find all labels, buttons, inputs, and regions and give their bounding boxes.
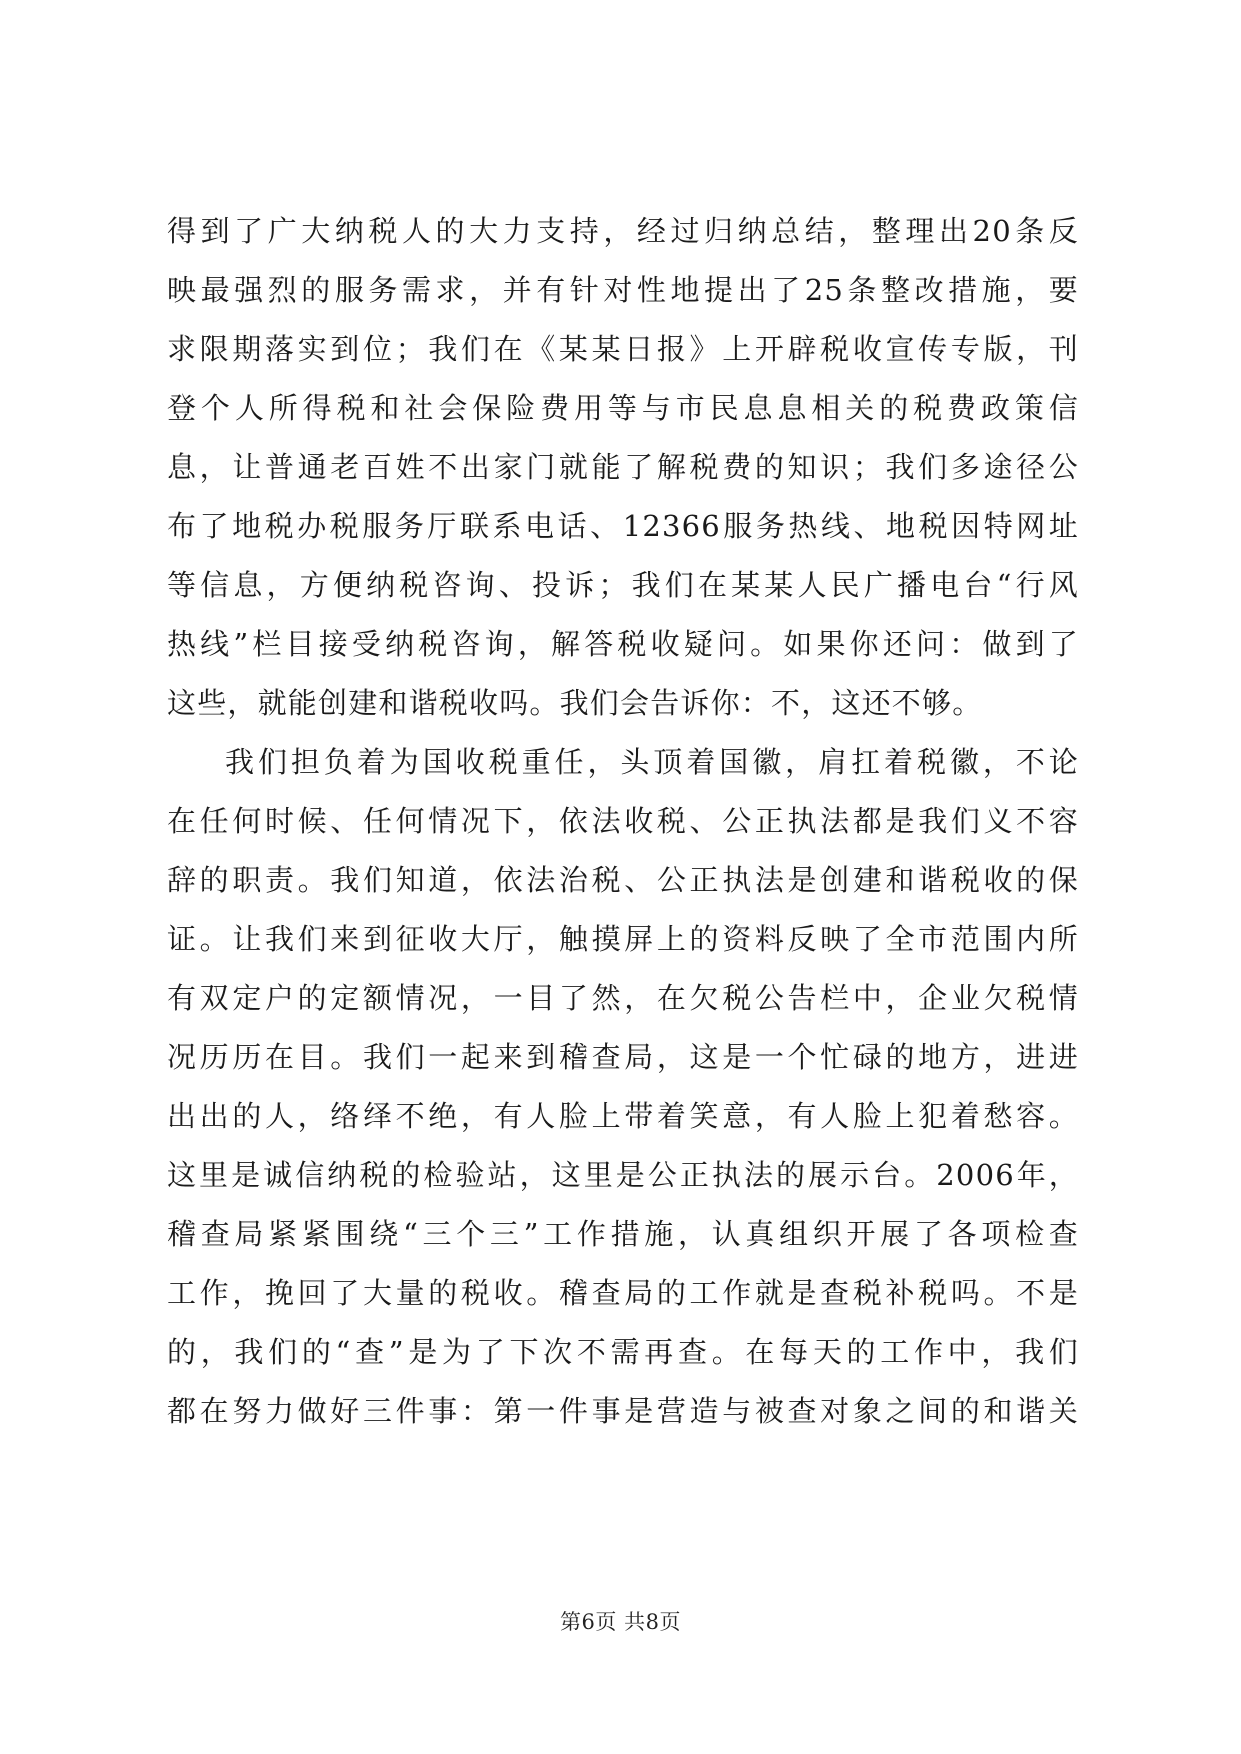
paragraph-first-line: 我们担负着为国收税重任，头顶着国徽，肩扛着税徽，不论 [225,745,1079,779]
text-line: 等信息，方便纳税咨询、投诉；我们在某某人民广播电台“行风 [167,568,1079,602]
text-line: 登个人所得税和社会保险费用等与市民息息相关的税费政策信 [167,391,1079,425]
text-line: 辞的职责。我们知道，依法治税、公正执法是创建和谐税收的保 [167,863,1079,897]
text-line: 热线”栏目接受纳税咨询，解答税收疑问。如果你还问：做到了 [167,627,1079,661]
text-line: 稽查局紧紧围绕“三个三”工作措施，认真组织开展了各项检查 [167,1217,1079,1251]
text-line: 工作，挽回了大量的税收。稽查局的工作就是查税补税吗。不是 [167,1276,1079,1310]
text-line: 这些，就能创建和谐税收吗。我们会告诉你：不，这还不够。 [167,686,983,720]
text-line: 映最强烈的服务需求，并有针对性地提出了25条整改措施，要 [167,273,1079,307]
body-text [167,202,1079,1441]
text-line: 息，让普通老百姓不出家门就能了解税费的知识；我们多途径公 [167,450,1079,484]
text-line: 这里是诚信纳税的检验站，这里是公正执法的展示台。2006年， [167,1158,1079,1192]
text-line: 求限期落实到位；我们在《某某日报》上开辟税收宣传专版，刊 [167,332,1079,366]
text-line: 布了地税办税服务厅联系电话、12366服务热线、地税因特网址 [167,509,1079,543]
text-line: 在任何时候、任何情况下，依法收税、公正执法都是我们义不容 [167,804,1079,838]
text-line: 得到了广大纳税人的大力支持，经过归纳总结，整理出20条反 [167,214,1079,248]
text-line: 证。让我们来到征收大厅，触摸屏上的资料反映了全市范围内所 [167,922,1079,956]
text-line: 有双定户的定额情况，一目了然，在欠税公告栏中，企业欠税情 [167,981,1079,1015]
text-line: 都在努力做好三件事：第一件事是营造与被查对象之间的和谐关 [167,1394,1079,1428]
page-number-footer: 第6页 共8页 [560,1610,681,1634]
text-line: 况历历在目。我们一起来到稽查局，这是一个忙碌的地方，进进 [167,1040,1079,1074]
text-line: 的，我们的“查”是为了下次不需再查。在每天的工作中，我们 [167,1335,1079,1369]
text-line: 出出的人，络绎不绝，有人脸上带着笑意，有人脸上犯着愁容。 [167,1099,1079,1133]
